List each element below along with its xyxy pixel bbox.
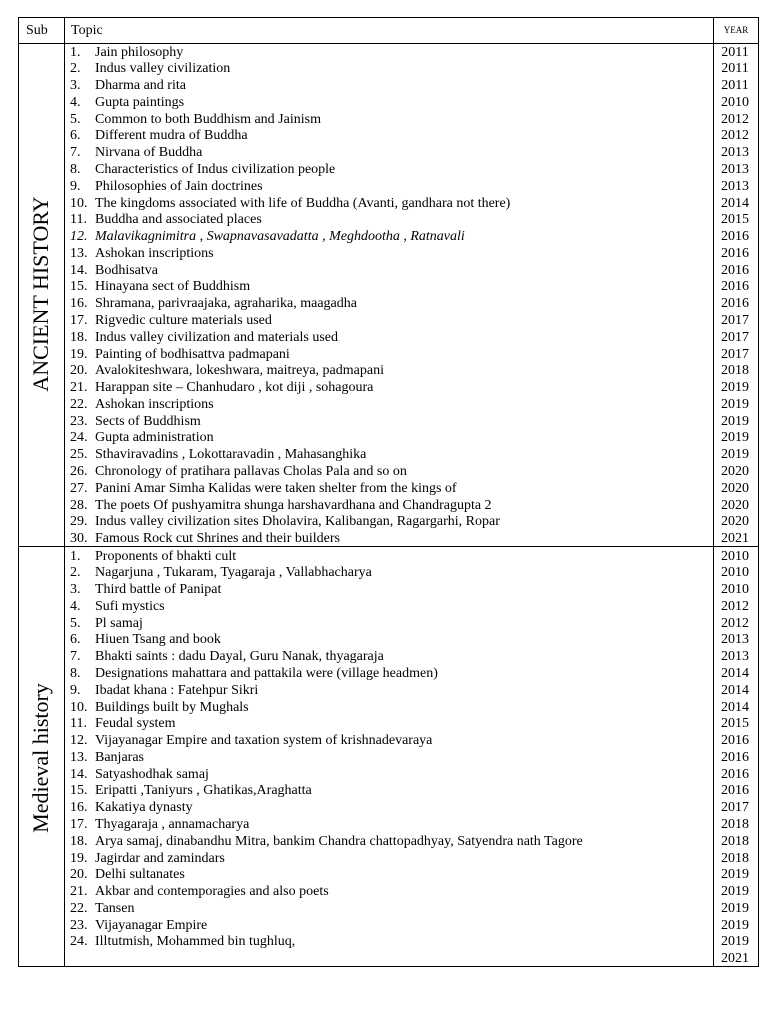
table-row <box>65 665 758 682</box>
row-topic <box>70 866 185 883</box>
row-topic <box>70 598 165 615</box>
table-row <box>65 413 758 430</box>
row-topic-text: Rigvedic culture materials used <box>95 312 272 328</box>
row-year: 2014 <box>721 682 749 698</box>
row-topic <box>70 513 500 530</box>
table-row <box>65 278 758 295</box>
row-topic-text: Ashokan inscriptions <box>95 396 214 412</box>
row-number: 15. <box>70 783 88 799</box>
row-topic-text: Sthaviravadins , Lokottaravadin , Mahasanghika <box>95 447 367 463</box>
row-topic <box>70 833 583 850</box>
row-year: 2017 <box>721 346 749 362</box>
row-number: 3. <box>70 78 81 94</box>
table-row <box>65 799 758 816</box>
table-row <box>65 77 758 94</box>
row-topic <box>70 749 144 766</box>
table-row <box>65 111 758 128</box>
row-topic <box>70 346 290 363</box>
row-topic-text: Shramana, parivraajaka, agraharika, maagadha <box>95 296 357 312</box>
row-topic <box>70 44 183 61</box>
row-topic <box>70 413 201 430</box>
history-topics-table <box>18 17 759 967</box>
row-topic-text: Indus valley civilization and materials used <box>95 329 338 345</box>
row-topic <box>70 782 312 799</box>
row-year: 2016 <box>721 296 749 312</box>
row-topic-text: Delhi sultanates <box>95 867 185 883</box>
row-number: 30. <box>70 531 88 547</box>
row-topic <box>70 362 384 379</box>
row-year: 2020 <box>721 497 749 513</box>
row-topic <box>70 732 432 749</box>
row-topic <box>70 77 186 94</box>
row-topic <box>70 715 176 732</box>
row-topic-text: Satyashodhak samaj <box>95 766 209 782</box>
table-row <box>65 564 758 581</box>
table-row <box>65 513 758 530</box>
row-number: 22. <box>70 396 88 412</box>
row-year: 2018 <box>721 850 749 866</box>
row-topic <box>70 144 202 161</box>
row-number: 20. <box>70 867 88 883</box>
row-topic <box>70 228 465 245</box>
row-number: 8. <box>70 665 81 681</box>
row-topic <box>70 94 184 111</box>
row-topic <box>70 799 193 816</box>
table-row <box>65 463 758 480</box>
table-row <box>65 631 758 648</box>
row-topic-text: Proponents of bhakti cult <box>95 548 237 564</box>
row-topic-text: Banjaras <box>95 749 144 765</box>
row-topic-text: Gupta paintings <box>95 94 185 110</box>
row-year: 2016 <box>721 262 749 278</box>
row-topic-text: Malavikagnimitra , Swapnavasavadatta , Meghdootha , Ratnavali <box>95 229 465 245</box>
row-topic-text: Jain philosophy <box>95 44 184 60</box>
row-topic <box>70 245 214 262</box>
row-year: 2015 <box>721 212 749 228</box>
row-number: 7. <box>70 649 81 665</box>
row-topic <box>70 295 357 312</box>
table-row <box>65 900 758 917</box>
row-number: 16. <box>70 800 88 816</box>
row-year: 2020 <box>721 464 749 479</box>
row-year: 2014 <box>721 699 749 715</box>
row-topic-text: Hinayana sect of Buddhism <box>95 279 251 295</box>
row-topic-text: Chronology of pratihara pallavas Cholas Pala and so on <box>95 464 407 479</box>
row-topic-text: Dharma and rita <box>95 78 186 94</box>
table-row <box>65 127 758 144</box>
row-year: 2016 <box>721 733 749 749</box>
row-topic-text: Third battle of Panipat <box>95 582 222 598</box>
row-topic-text: Painting of bodhisattva padmapani <box>95 346 290 362</box>
row-topic-text: Vijayanagar Empire <box>95 917 208 933</box>
row-number: 2. <box>70 565 81 581</box>
row-year: 2013 <box>721 178 749 194</box>
row-year: 2016 <box>721 783 749 799</box>
row-topic-text: Characteristics of Indus civilization people <box>95 161 336 177</box>
row-topic-text: Ashokan inscriptions <box>95 245 214 261</box>
table-row <box>65 816 758 833</box>
row-year: 2012 <box>721 128 749 144</box>
row-topic <box>70 548 236 565</box>
row-topic-text: Ibadat khana : Fatehpur Sikri <box>95 682 259 698</box>
row-topic <box>70 682 258 699</box>
row-topic <box>70 127 248 144</box>
row-topic-text: Feudal system <box>95 716 176 732</box>
row-topic <box>70 530 340 547</box>
row-year: 2018 <box>721 833 749 849</box>
row-year: 2010 <box>721 548 749 564</box>
row-year: 2020 <box>721 480 749 496</box>
table-row <box>65 615 758 632</box>
row-topic-text: Different mudra of Buddha <box>95 128 248 144</box>
row-topic <box>70 950 95 967</box>
table-row <box>65 44 758 61</box>
row-number: 15. <box>70 279 88 295</box>
row-year: 2019 <box>721 396 749 412</box>
table-row <box>65 94 758 111</box>
table-row <box>65 866 758 883</box>
section-label-medieval-text: Medieval history <box>28 683 53 833</box>
row-year: 2011 <box>721 44 749 60</box>
row-topic <box>70 816 249 833</box>
row-topic <box>70 446 366 463</box>
row-number: 25. <box>70 447 88 463</box>
row-year: 2019 <box>721 430 749 446</box>
row-year: 2021 <box>721 951 749 967</box>
row-topic-text: Indus valley civilization <box>95 61 231 77</box>
row-year: 2012 <box>721 111 749 127</box>
row-number: 5. <box>70 111 81 127</box>
row-year: 2016 <box>721 279 749 295</box>
table-row <box>65 548 758 565</box>
row-topic <box>70 211 262 228</box>
row-topic <box>70 396 214 413</box>
row-topic <box>70 631 221 648</box>
table-row <box>65 883 758 900</box>
row-topic <box>70 883 329 900</box>
row-year: 2017 <box>721 800 749 816</box>
row-topic-text: Philosophies of Jain doctrines <box>95 178 263 194</box>
row-number: 5. <box>70 615 81 631</box>
row-topic-text: Gupta administration <box>95 430 214 446</box>
row-number: 23. <box>70 413 88 429</box>
row-topic <box>70 480 457 497</box>
row-number: 13. <box>70 749 88 765</box>
table-row <box>65 480 758 497</box>
row-year: 2019 <box>721 447 749 463</box>
row-number: 21. <box>70 884 88 900</box>
row-topic-text: Avalokiteshwara, lokeshwara, maitreya, padmapani <box>95 363 384 379</box>
row-year: 2010 <box>721 565 749 581</box>
table-row <box>65 850 758 867</box>
row-number: 8. <box>70 161 81 177</box>
row-year: 2016 <box>721 766 749 782</box>
row-year: 2016 <box>721 245 749 261</box>
table-row <box>65 598 758 615</box>
row-number: 7. <box>70 145 81 161</box>
row-topic <box>70 850 225 867</box>
row-year: 2016 <box>721 749 749 765</box>
row-number: 1. <box>70 548 81 564</box>
row-topic-text: Akbar and contemporagies and also poets <box>95 884 329 900</box>
row-number: 2. <box>70 61 81 77</box>
row-topic-text: Indus valley civilization sites Dholavira, Kalibangan, Ragargarhi, Ropar <box>95 514 500 530</box>
table-row <box>65 749 758 766</box>
row-year: 2021 <box>721 531 749 547</box>
row-year: 2019 <box>721 413 749 429</box>
table-row <box>65 648 758 665</box>
row-topic <box>70 161 335 178</box>
row-number: 10. <box>70 699 88 715</box>
table-row <box>65 715 758 732</box>
section-label-ancient-text: ANCIENT HISTORY <box>28 196 53 392</box>
row-topic <box>70 497 492 514</box>
row-topic <box>70 463 407 480</box>
row-number: 18. <box>70 329 88 345</box>
row-year: 2020 <box>721 514 749 530</box>
row-year: 2018 <box>721 816 749 832</box>
row-number: 20. <box>70 363 88 379</box>
row-number: 6. <box>70 632 81 648</box>
row-topic <box>70 933 295 950</box>
row-number: 24. <box>70 934 88 950</box>
row-topic <box>70 766 209 783</box>
row-topic-text: Famous Rock cut Shrines and their builders <box>95 531 340 547</box>
row-year: 2013 <box>721 632 749 648</box>
row-year: 2018 <box>721 363 749 379</box>
row-year: 2011 <box>721 78 749 94</box>
row-year: 2019 <box>721 900 749 916</box>
table-row <box>65 732 758 749</box>
row-topic-text: Vijayanagar Empire and taxation system of krishnadevaraya <box>95 733 433 749</box>
row-topic-text: Tansen <box>95 900 135 916</box>
row-number: 14. <box>70 766 88 782</box>
row-topic-text: Pl samaj <box>95 615 143 631</box>
row-number: 23. <box>70 917 88 933</box>
row-number: 1. <box>70 44 81 60</box>
row-topic <box>70 278 250 295</box>
row-number: 18. <box>70 833 88 849</box>
row-number: 12. <box>70 229 88 245</box>
table-row <box>65 60 758 77</box>
table-row <box>65 245 758 262</box>
table-row <box>65 228 758 245</box>
row-topic-text: The poets Of pushyamitra shunga harshavardhana and Chandragupta 2 <box>95 497 492 513</box>
row-topic-text: Bhakti saints : dadu Dayal, Guru Nanak, thyagaraja <box>95 649 384 665</box>
row-topic <box>70 379 373 396</box>
table-row <box>65 211 758 228</box>
row-topic-text: Harappan site – Chanhudaro , kot diji , sohagoura <box>95 380 374 396</box>
row-year: 2012 <box>721 615 749 631</box>
row-topic <box>70 111 321 128</box>
row-topic-text: Illtutmish, Mohammed bin tughluq, <box>95 934 296 950</box>
row-topic <box>70 900 134 917</box>
row-topic-text: Sufi mystics <box>95 598 165 614</box>
table-row <box>65 950 758 967</box>
row-number: 27. <box>70 480 88 496</box>
row-number: 26. <box>70 464 88 479</box>
row-topic-text: The kingdoms associated with life of Buddha (Avanti, gandhara not there) <box>95 195 511 211</box>
row-number: 11. <box>70 212 87 228</box>
row-topic-text: Nagarjuna , Tukaram, Tyagaraja , Vallabhacharya <box>95 565 372 581</box>
row-number: 16. <box>70 296 88 312</box>
row-number: 9. <box>70 178 81 194</box>
row-year: 2017 <box>721 329 749 345</box>
row-number: 17. <box>70 312 88 328</box>
row-year: 2014 <box>721 195 749 211</box>
table-row <box>65 833 758 850</box>
row-topic <box>70 665 438 682</box>
table-row <box>65 178 758 195</box>
row-number: 13. <box>70 245 88 261</box>
row-number: 21. <box>70 380 88 396</box>
row-number: 6. <box>70 128 81 144</box>
row-number: 22. <box>70 900 88 916</box>
row-topic-text: Hiuen Tsang and book <box>95 632 221 648</box>
header-topic: Topic <box>71 23 103 38</box>
table-row <box>65 396 758 413</box>
table-row <box>65 329 758 346</box>
row-year: 2010 <box>721 94 749 110</box>
table-row <box>65 917 758 934</box>
row-year: 2019 <box>721 380 749 396</box>
table-row <box>65 933 758 950</box>
table-row <box>65 161 758 178</box>
row-year: 2019 <box>721 867 749 883</box>
row-number: 3. <box>70 582 81 598</box>
row-topic-text: Sects of Buddhism <box>95 413 201 429</box>
row-number: 17. <box>70 816 88 832</box>
table-row <box>65 195 758 212</box>
row-number: 11. <box>70 716 87 732</box>
table-row <box>65 699 758 716</box>
table-row <box>65 766 758 783</box>
row-topic-text: Buildings built by Mughals <box>95 699 249 715</box>
row-number: 19. <box>70 346 88 362</box>
row-topic <box>70 581 221 598</box>
row-number: 14. <box>70 262 88 278</box>
row-topic-text: Arya samaj, dinabandhu Mitra, bankim Chandra chattopadhyay, Satyendra nath Tagore <box>95 833 583 849</box>
row-topic-text: Panini Amar Simha Kalidas were taken shelter from the kings of <box>95 480 457 496</box>
table-row <box>65 144 758 161</box>
row-number: 28. <box>70 497 88 513</box>
row-year: 2019 <box>721 884 749 900</box>
row-year: 2011 <box>721 61 749 77</box>
row-number: 29. <box>70 514 88 530</box>
row-topic <box>70 195 510 212</box>
row-topic-text: Nirvana of Buddha <box>95 145 203 161</box>
row-topic <box>70 329 338 346</box>
row-topic-text: Kakatiya dynasty <box>95 800 193 816</box>
table-row <box>65 581 758 598</box>
row-year: 2014 <box>721 665 749 681</box>
row-topic-text: Jagirdar and zamindars <box>95 850 225 866</box>
row-topic <box>70 178 263 195</box>
table-row <box>65 262 758 279</box>
row-number: 19. <box>70 850 88 866</box>
table-row <box>65 362 758 379</box>
row-topic <box>70 564 372 581</box>
table-row <box>65 682 758 699</box>
row-topic-text: Eripatti ,Taniyurs , Ghatikas,Araghatta <box>95 783 312 799</box>
table-row <box>65 782 758 799</box>
row-number: 12. <box>70 733 88 749</box>
table-row <box>65 530 758 547</box>
table-row <box>65 295 758 312</box>
row-year: 2013 <box>721 145 749 161</box>
row-number: 4. <box>70 94 81 110</box>
row-topic-text: Common to both Buddhism and Jainism <box>95 111 321 127</box>
row-topic-text: Bodhisatva <box>95 262 158 278</box>
row-year: 2019 <box>721 917 749 933</box>
row-topic <box>70 917 207 934</box>
row-year: 2013 <box>721 649 749 665</box>
row-year: 2012 <box>721 598 749 614</box>
row-topic <box>70 615 143 632</box>
row-number: 10. <box>70 195 88 211</box>
row-year: 2013 <box>721 161 749 177</box>
header-year: YEAR <box>723 25 749 35</box>
row-number: 4. <box>70 598 81 614</box>
row-topic-text: Designations mahattara and pattakila were (village headmen) <box>95 665 438 681</box>
row-topic <box>70 429 214 446</box>
table-row <box>65 497 758 514</box>
row-topic-text: Buddha and associated places <box>95 212 262 228</box>
row-number: 24. <box>70 430 88 446</box>
table-row <box>65 346 758 363</box>
row-topic <box>70 699 249 716</box>
row-topic <box>70 648 384 665</box>
row-number: 9. <box>70 682 81 698</box>
table-row <box>65 446 758 463</box>
table-row <box>65 312 758 329</box>
header-sub: Sub <box>26 23 48 38</box>
row-year: 2010 <box>721 582 749 598</box>
table-row <box>65 429 758 446</box>
table-row <box>65 379 758 396</box>
row-year: 2015 <box>721 716 749 732</box>
row-year: 2016 <box>721 229 749 245</box>
row-year: 2019 <box>721 934 749 950</box>
row-topic <box>70 312 272 329</box>
row-topic <box>70 262 158 279</box>
row-topic-text: Thyagaraja , annamacharya <box>95 816 250 832</box>
row-year: 2017 <box>721 312 749 328</box>
row-topic <box>70 60 230 77</box>
